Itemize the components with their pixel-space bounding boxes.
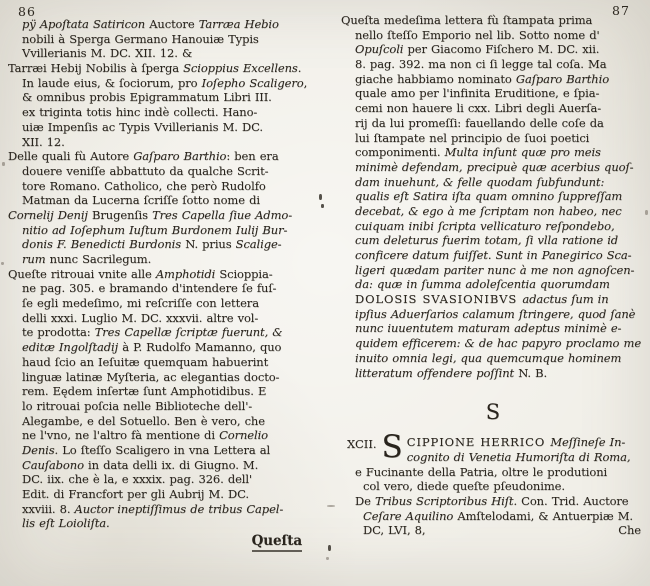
text-segment: litteratum offendere poſſint [355,365,519,380]
text-segment: Scalige- [235,237,282,252]
text-segment: Tres Capellæ ſcriptæ fuerunt, & [94,325,283,340]
text-line [8,458,320,473]
text-segment: & omnibus probis Epigrammatum Libri III. [22,90,272,105]
text-segment: Con. Trid. Auctore [521,493,629,508]
text-line [8,32,320,47]
text-segment: quidem efficerem: & de hac papyro proclamo me [355,336,642,351]
text-line [8,428,320,443]
text-segment: Amſtelodami, & Antuerpiæ M. [457,508,633,523]
text-segment: Matman da Lucerna ſcriſſe ſotto nome di [22,193,260,208]
ink-speck [328,545,331,551]
text-line [8,516,320,531]
text-line [8,46,320,61]
entry-dropcap-block [347,429,645,466]
page-left-text [8,17,320,549]
text-segment: S [485,400,501,425]
text-segment: Cauſabono [22,457,89,472]
text-segment: donis F. Benedicti Burdonis [22,237,186,252]
text-segment: conficere datum fuiſſet. Sunt in Panegirico Sca- [355,248,632,262]
text-line [341,277,645,292]
text-segment: Edit. di Francfort per gli Aubrij M. DC. [22,487,249,501]
text-line [8,325,320,340]
text-line [8,17,320,32]
text-segment: Tribus Scriptoribus Hiſt. [374,493,522,508]
text-line [341,307,645,322]
text-segment: qualis eſt Satira iſta quam omnino ſuppreſſam [355,189,623,204]
text-segment: in data delli ix. di Giugno. M. [88,457,259,472]
text-line [341,366,645,381]
text-line [8,443,320,458]
text-segment: minimè defendam, precipuè quæ acerbius quoſ- [355,159,634,174]
text-segment: DC. iix. che è la, e xxxix. pag. 326. dell' [22,472,253,487]
text-line [341,42,645,57]
text-segment: Tres Capella ſiue Admo- [152,207,292,222]
text-line [341,145,645,160]
text-segment: Delle quali fù Autore [8,149,134,164]
text-segment: ne l'vno, ne l'altro fà mentione di [22,428,220,443]
text-line [407,435,631,450]
text-line [8,76,320,91]
text-segment: ipſius Aduerſarios calamum ſtringere, quod ſanè [355,306,636,321]
text-line [341,175,645,190]
text-segment: componimenti. [355,145,445,160]
text-line [341,219,645,234]
text-segment: nobili à Sperga Germano Hanouiæ Typis [22,31,259,46]
text-segment: lui ſtampate nel principio de ſuoi poetici [355,130,590,145]
text-line [341,28,645,43]
text-segment: lis eſt Loioliſta. [22,516,110,531]
text-segment: Cornelio [219,428,268,443]
text-line [8,472,320,487]
text-segment: cum deleturus fuerim totam, ſi vlla ratione id [355,233,619,248]
text-line [8,61,320,76]
text-segment: DOLOSIS SVASIONIBVS [355,292,523,307]
text-line [341,248,645,263]
catchword: Che [618,523,641,538]
page-left [8,17,320,549]
text-segment: nello ſteſſo Emporio nel lib. Sotto nome d' [355,27,600,42]
text-segment: xxviii. 8. [22,501,75,516]
text-line [341,321,645,336]
text-segment: per Giacomo Fiſchero M. DC. xii. [407,42,600,57]
text-segment: Scioppia- [219,266,273,281]
text-line [341,13,645,28]
text-line [8,149,320,164]
text-line [341,101,645,116]
text-line [8,120,320,135]
text-segment: pÿ Apoſtata Satiricon [22,17,150,31]
text-segment: quale amo per l'infinita Eruditione, e ſpia- [355,86,600,101]
text-segment: douere veniſſe abbattuto da qualche Scrit- [22,163,269,178]
text-line [341,336,645,351]
text-segment: adactus ſum in [522,292,609,307]
text-line [8,355,320,370]
text-line [341,86,645,101]
text-line [8,193,320,208]
text-segment: col vero, diede queſte pſeudonime. [363,479,565,494]
text-line [341,292,645,307]
text-segment: Tarræa Hebio [198,17,279,31]
text-segment: haud ſcio an Ieſuitæ quemquam habuerint [22,354,269,369]
text-segment: CIPPIONE HERRICO [406,435,551,450]
ink-speck [327,505,335,507]
text-line [8,399,320,414]
text-line [341,57,645,72]
text-segment: Ioſepho Scaligero [201,75,304,90]
text-segment: Auctor ineptiſſimus de tribus Capel- [74,501,284,516]
ink-blot [319,194,322,200]
text-segment: Cornelij Denij [8,207,93,222]
text-segment: 8. pag. 392. ma non ci ſi legge tal coſa. Ma [355,57,607,72]
drop-cap: S [381,429,403,466]
text-segment: giache habbiamo nominato [355,71,516,86]
text-segment: Ceſare Aquilino [363,508,458,523]
text-segment: nunc Sacrilegum. [49,252,152,266]
text-segment: Scioppius Excellens. [183,61,302,76]
text-segment: Brugenſis [92,207,153,222]
page-right-text [341,13,645,538]
text-segment: ne pag. 305. e bramando d'intendere ſe fuſ- [22,281,277,296]
text-segment: uiæ Impenſis ac Typis Vvillerianis M. DC. [22,119,263,134]
text-segment: e Fucinante della Patria, oltre le produtioni [355,464,608,479]
text-segment: tore Romano. Catholico, che però Rudolfo [22,178,266,193]
text-segment: cognito di Venetia Humoriſta di Roma, [406,449,631,464]
text-segment: linguæ latinæ Myſteria, ac elegantias docto- [22,369,280,384]
text-line [8,281,320,296]
text-segment: Lo ſteſſo Scaligero in vna Lettera al [62,442,271,457]
text-line [8,90,320,105]
text-segment: Amphotidi [155,266,220,281]
text-segment: Denis. [22,442,63,457]
text-segment: Tarræi Hebij Nobilis à ſperga [8,61,184,76]
text-segment: De [355,493,375,508]
text-segment: ex triginta totis hinc indè collecti. Hano- [22,105,258,120]
page-number-left: 86 [18,4,36,19]
text-line [341,494,645,509]
text-line [341,263,645,278]
text-line [341,204,645,219]
text-line [8,237,320,252]
text-segment: ſe egli medeſimo, mi reſcriſſe con lettera [22,296,259,311]
text-segment: Meſſineſe In- [550,435,626,450]
text-line [8,296,320,311]
dropcap-lines [407,434,631,464]
text-line [8,105,320,120]
text-segment: nunc iuuentutem maturam adeptus minimè e- [355,321,622,336]
text-line [8,267,320,282]
text-line [341,72,645,87]
text-segment: ligeri quædam pariter nunc à me non agnoſcen- [355,262,635,277]
text-segment: XII. 12. [22,134,65,149]
ink-speck [326,557,329,560]
text-segment: Gaſparo Barthio [515,71,610,86]
text-line [341,189,645,204]
ink-speck [645,210,648,215]
text-segment: Opuſcoli [355,42,408,57]
text-line [8,252,320,267]
text-segment: rem. Eędem inſertæ ſunt Amphotidibus. E [22,384,267,399]
text-line [8,179,320,194]
text-segment: Queſte ritrouai vnite alle [8,266,156,281]
text-line [8,414,320,429]
ink-speck [1,262,4,265]
ink-blot [321,204,324,208]
text-segment: dam inuehunt, & felle quodam ſubfundunt: [355,174,605,189]
text-segment: à P. Rudolfo Mamanno, quo [122,340,282,355]
text-line [341,351,645,366]
text-segment: Vvillerianis M. DC. XII. 12. & [22,46,193,61]
text-segment: DC, LVI, 8, [363,523,426,538]
text-line [341,479,645,494]
text-line [8,223,320,238]
text-line [8,208,320,223]
text-segment: N. prius [185,237,236,252]
section-letter [341,401,645,423]
text-line [341,131,645,146]
text-segment: rum [22,252,50,266]
text-line [8,502,320,517]
text-line [8,384,320,399]
ink-speck [2,162,5,166]
text-segment: , [303,75,308,90]
text-segment: nitio ad Ioſephum Iuſtum Burdonem Iulij Bur- [22,222,288,237]
text-line [8,370,320,385]
text-segment: In laude eius, & ſociorum, pro [22,75,202,90]
text-line [341,116,645,131]
text-segment: rij da lui promeſſi: fauellando delle coſe da [355,115,604,130]
text-line [8,487,320,502]
text-segment: N. B. [518,365,548,380]
text-segment: Queſta medeſima lettera fù ſtampata prima [341,13,593,27]
text-line [341,523,645,538]
page-number-right: 87 [612,3,630,18]
text-line [8,164,320,179]
page-right [341,13,645,538]
text-segment: Queſta [252,533,302,552]
text-segment: te prodotta: [22,325,95,340]
text-segment: cemi non hauere li cxx. Libri degli Auerſa- [355,101,602,116]
text-line [407,450,631,465]
text-segment: cuiquam inibi ſcripta vellicaturo reſpondebo, [355,218,615,233]
text-segment: editæ Ingolſtadij [22,340,123,355]
text-segment: Gaſparo Barthio [133,149,227,164]
text-segment: delli xxxi. Luglio M. DC. xxxvii. altre vol- [22,310,259,325]
text-segment: Multa inſunt quæ pro meis [444,145,601,160]
text-line [341,160,645,175]
text-segment: : ben era [226,149,279,164]
text-line [341,233,645,248]
text-segment: Auctore [149,17,199,31]
text-segment: lo ritrouai poſcia nelle Biblioteche dell'- [22,398,253,413]
text-line [341,465,645,480]
text-segment: decebat, & ego à me ſcriptam non habeo, nec [355,203,622,218]
text-line [8,311,320,326]
text-segment: Alegambe, e del Sotuello. Ben è vero, che [22,413,265,428]
text-segment: da: quæ in ſumma adoleſcentia quorumdam [355,277,610,292]
text-line [8,135,320,150]
text-line [341,509,645,524]
catchword-line [8,534,320,549]
text-segment: inuito omnia legi, qua quemcumque hominem [355,350,622,365]
entry-number: XCII. [347,437,377,452]
text-line [8,340,320,355]
